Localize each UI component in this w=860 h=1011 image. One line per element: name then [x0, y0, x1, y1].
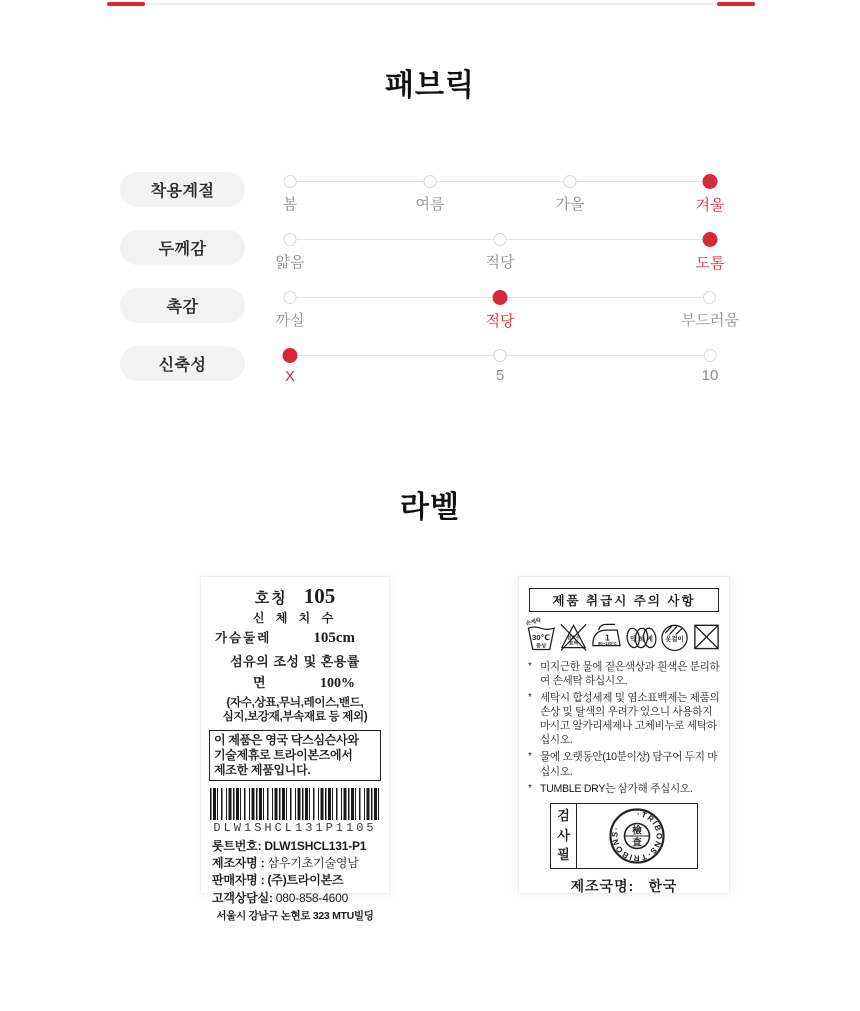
- svg-text:손세탁: 손세탁: [525, 617, 542, 628]
- slider-point-label: 여름: [415, 196, 445, 213]
- label-section: [0, 490, 860, 923]
- info-row-seller: [212, 872, 389, 889]
- info-key: 판매자명 :: [212, 873, 265, 888]
- info-row-lot: [212, 838, 389, 855]
- slider-point-label: 봄: [282, 196, 298, 213]
- slider-point-label: 겨울: [695, 197, 725, 214]
- no-tumble-dry-icon: [691, 616, 722, 654]
- inspection-passed-text: 검사필: [557, 808, 570, 863]
- slider-point-label: 부드러움: [681, 312, 739, 329]
- care-instruction-text: TUMBLE DRY는 삼가해 주십시오.: [540, 782, 693, 795]
- label-section-title: 라벨: [400, 491, 460, 524]
- body-size-header: 신 체 치 수: [252, 611, 338, 625]
- artifact-red-left: [107, 2, 145, 6]
- care-instructions-list: [519, 660, 729, 796]
- fabric-row-texture: [120, 288, 860, 346]
- care-instruction-item: [528, 660, 723, 688]
- barcode-image: [210, 788, 380, 820]
- material-key: 면: [253, 675, 266, 690]
- wring-gently-icon: [625, 616, 658, 654]
- fabric-row-stretch: [120, 346, 860, 404]
- care-symbols-row: [519, 616, 729, 654]
- hand-wash-30c-icon: [526, 616, 557, 654]
- fabric-row-season: [120, 172, 860, 230]
- exclusion-line-2: 심지,보강재,부속재료 등 제외): [222, 710, 368, 723]
- care-header-box: 제품 취급시 주의 사항: [529, 588, 719, 612]
- slider-dot: [283, 291, 296, 304]
- stamp-cell: [577, 804, 697, 868]
- info-value: 삼우기초기술영남: [267, 855, 359, 870]
- iron-low-heat-icon: [590, 616, 623, 654]
- no-chlorine-bleach-icon: [558, 616, 589, 654]
- svg-text:·TRIBONS·TRIBONS·: ·TRIBONS·TRIBONS·: [610, 809, 664, 863]
- exclusion-note: [201, 697, 389, 725]
- exclusion-line-1: (자수,상표,무늬,레이스,밴드,: [226, 697, 364, 709]
- slider-point-selected: [696, 172, 725, 215]
- slider-point: [415, 172, 444, 214]
- slider-point-label: 적당: [485, 313, 515, 330]
- slider-dot: [494, 349, 507, 362]
- size-name-value: 105: [303, 584, 336, 608]
- slider-point: [556, 172, 585, 214]
- slider-point-label: 까실: [275, 312, 305, 329]
- svg-text:80~120℃: 80~120℃: [598, 641, 618, 647]
- care-instruction-item: [528, 691, 723, 747]
- svg-text:査: 査: [632, 837, 642, 849]
- slider-dot: [493, 233, 506, 246]
- slider-dot-active: [702, 232, 717, 247]
- info-key: 롯트번호:: [212, 838, 262, 853]
- size-title-row: [201, 584, 389, 608]
- bullet-asterisk: *: [528, 661, 532, 672]
- fabric-row-label-pill: 촉감: [120, 288, 245, 323]
- svg-text:표백: 표백: [569, 640, 579, 646]
- chest-key: 가슴둘레: [215, 631, 272, 645]
- size-label-tag: [200, 576, 390, 923]
- slider-point: [276, 230, 305, 272]
- origin-key: 제조국명:: [570, 877, 635, 894]
- bullet-asterisk: *: [528, 751, 532, 763]
- care-instruction-text: 물에 오랫동안(10분이상) 담구어 두지 마십시오.: [540, 751, 718, 778]
- fabric-row-label-pill: 착용계절: [120, 172, 245, 207]
- stretch-slider: [284, 346, 719, 404]
- svg-text:하: 하: [638, 635, 645, 643]
- inspection-stamp-box: [550, 803, 698, 869]
- info-key: 고객상담실:: [212, 890, 273, 905]
- material-value: 100%: [320, 676, 355, 691]
- size-name-key: 호칭: [254, 590, 288, 607]
- artifact-red-right: [717, 2, 755, 6]
- info-key: 제조자명 :: [212, 855, 265, 870]
- notice-line-2: 기술제휴로 트라이본즈에서: [214, 747, 353, 762]
- slider-dot: [704, 291, 717, 304]
- slider-point: [486, 230, 515, 272]
- bullet-asterisk: *: [528, 692, 532, 704]
- svg-text:염소수: 염소수: [566, 634, 581, 640]
- slider-point: [283, 172, 298, 214]
- bullet-asterisk: *: [528, 782, 532, 794]
- slider-dot: [284, 175, 297, 188]
- composition-header: 섬유의 조성 및 혼용률: [230, 654, 360, 669]
- slider-dot-active: [283, 348, 298, 363]
- fabric-section-title: 패브릭: [385, 69, 475, 102]
- season-slider: [282, 172, 725, 230]
- slider-point-selected: [486, 288, 515, 331]
- fabric-row-label-pill: 두께감: [120, 230, 245, 265]
- notice-line-3: 제조한 제품입니다.: [214, 762, 311, 777]
- slider-dot: [704, 349, 717, 362]
- country-of-origin-row: [519, 876, 729, 896]
- info-row-maker: [212, 855, 389, 872]
- fabric-rows: [120, 172, 860, 404]
- slider-point-label: 10: [701, 367, 719, 384]
- thickness-slider: [275, 230, 725, 288]
- svg-text:약: 약: [629, 635, 636, 643]
- slider-point-label: 가을: [555, 196, 585, 213]
- slider-point-label: 5: [495, 367, 505, 384]
- address-line: 서울시 강남구 논현로 323 MTU빌딩: [216, 910, 374, 923]
- care-instruction-text: 미지근한 물에 짙은색상과 흰색은 분리하여 손세탁 하십시오.: [540, 661, 720, 688]
- slider-dot: [283, 233, 296, 246]
- license-notice-box: [209, 730, 381, 781]
- inspection-passed-cell: [551, 804, 577, 868]
- info-value: 080-858-4600: [275, 890, 349, 905]
- texture-slider: [275, 288, 739, 346]
- slider-dot: [563, 175, 576, 188]
- slider-point: [494, 346, 507, 384]
- info-row-support: [212, 890, 389, 907]
- svg-text:1: 1: [605, 633, 611, 643]
- chest-row: [201, 628, 389, 647]
- fabric-section: [0, 0, 860, 404]
- care-label-tag: [518, 576, 730, 894]
- slider-point: [702, 346, 719, 384]
- label-photos: [200, 576, 860, 923]
- fabric-row-thickness: [120, 230, 860, 288]
- care-instruction-item: [528, 750, 723, 778]
- slider-point-label: 얇음: [275, 254, 305, 271]
- svg-text:중성: 중성: [535, 643, 547, 650]
- slider-track: [290, 181, 710, 182]
- slider-point-selected: [283, 346, 298, 385]
- care-instruction-item: [528, 782, 723, 796]
- material-row: [201, 672, 389, 692]
- chest-value: 105cm: [313, 630, 355, 646]
- tribons-stamp-icon: [608, 807, 666, 865]
- slider-point-selected: [696, 230, 725, 273]
- svg-text:게: 게: [646, 635, 653, 643]
- slider-point: [276, 288, 305, 330]
- svg-text:檢: 檢: [632, 825, 642, 837]
- care-instruction-text: 세탁시 합성세제 및 염소표백제는 제품의 손상 및 탈색의 우려가 있으니 사용하지 마시고 알카리세제나 고체비누로 세탁하십시오.: [540, 692, 720, 747]
- slider-point-label: 도톰: [695, 255, 725, 272]
- hanger-dry-icon: [659, 616, 690, 654]
- slider-point-label: 적당: [485, 254, 515, 271]
- slider-dot-active: [492, 290, 507, 305]
- barcode-text: DLW1SHCL131P1105: [213, 820, 377, 835]
- svg-text:옷걸이: 옷걸이: [665, 635, 684, 643]
- origin-value: 한국: [648, 877, 678, 894]
- info-value: DLW1SHCL131-P1: [264, 838, 367, 853]
- info-value: (주)트라이본즈: [267, 873, 344, 888]
- slider-point: [681, 288, 739, 330]
- slider-point-label: X: [284, 368, 295, 385]
- cropped-chart-artifact: [107, 3, 755, 5]
- svg-text:30℃: 30℃: [532, 632, 551, 642]
- slider-dot: [423, 175, 436, 188]
- slider-dot-active: [702, 174, 717, 189]
- fabric-row-label-pill: 신축성: [120, 346, 245, 381]
- manufacturer-info: [201, 838, 389, 908]
- notice-line-1: 이 제품은 영국 닥스심슨사와: [214, 732, 359, 747]
